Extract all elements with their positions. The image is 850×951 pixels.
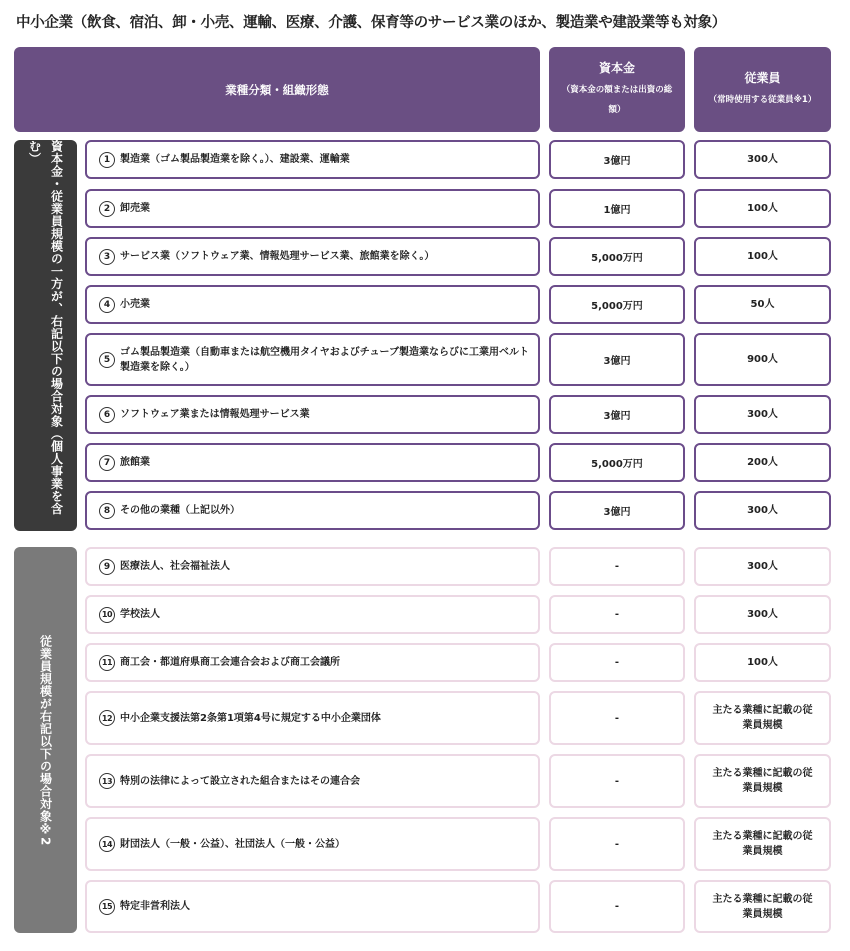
- row-category-text: 特別の法律によって設立された組合またはその連合会: [120, 775, 360, 787]
- row-number: 6: [99, 407, 115, 423]
- row-category: [85, 754, 540, 808]
- row-category: [85, 443, 540, 482]
- row-capital: 5,000万円: [549, 237, 685, 276]
- row-employees: [694, 754, 831, 808]
- row-category-text: ソフトウェア業または情報処理サービス業: [120, 409, 310, 420]
- row-number: 3: [99, 249, 115, 265]
- row-capital: 5,000万円: [549, 443, 685, 482]
- row-capital: -: [549, 691, 685, 745]
- row-category-text: 商工会・都道府県商工会連合会および商工会議所: [120, 657, 340, 668]
- header-category: [14, 47, 540, 132]
- header-employees: [694, 47, 831, 132]
- row-employees: 300人: [694, 491, 831, 530]
- row-category-text: 医療法人、社会福祉法人: [120, 561, 230, 572]
- row-employees: 100人: [694, 189, 831, 228]
- row-category-text: 財団法人（一般・公益）、社団法人（一般・公益）: [120, 838, 345, 850]
- row-capital: -: [549, 547, 685, 586]
- row-number: 4: [99, 297, 115, 313]
- row-number: 1: [99, 152, 115, 168]
- row-capital: 3億円: [549, 395, 685, 434]
- row-capital: 3億円: [549, 491, 685, 530]
- row-employees: 100人: [694, 237, 831, 276]
- row-category: [85, 285, 540, 324]
- row-employees-text: 主たる業種に記載の従業員規模: [712, 893, 813, 920]
- row-category: [85, 691, 540, 745]
- group1-side-label: [14, 140, 77, 531]
- row-category: [85, 643, 540, 682]
- row-category-text: その他の業種（上記以外）: [120, 505, 240, 516]
- row-employees: 300人: [694, 140, 831, 179]
- row-category: [85, 595, 540, 634]
- row-employees: 300人: [694, 595, 831, 634]
- row-employees: [694, 691, 831, 745]
- row-number: 7: [99, 455, 115, 471]
- row-employees: [694, 880, 831, 933]
- row-number: 14: [99, 836, 115, 852]
- row-category: [85, 817, 540, 871]
- row-employees: 50人: [694, 285, 831, 324]
- group2-side-label: [14, 547, 77, 933]
- row-category-text: ゴム製品製造業（自動車または航空機用タイヤおよびチューブ製造業ならびに工業用ベルト製造業を除く。）: [120, 346, 529, 373]
- row-employees: 300人: [694, 395, 831, 434]
- row-number: 11: [99, 655, 115, 671]
- row-capital: -: [549, 880, 685, 933]
- row-capital: -: [549, 643, 685, 682]
- row-category: [85, 491, 540, 530]
- row-capital: 1億円: [549, 189, 685, 228]
- row-number: 9: [99, 559, 115, 575]
- row-category: [85, 547, 540, 586]
- row-category-text: 学校法人: [120, 609, 160, 620]
- row-category-text: 旅館業: [120, 457, 150, 468]
- group1-label-text: 資本金・従業員規模の一方が、右記以下の場合対象（個人事業を含む）: [27, 140, 64, 515]
- row-employees: 900人: [694, 333, 831, 386]
- row-category: [85, 395, 540, 434]
- row-number: 8: [99, 503, 115, 519]
- row-employees-text: 主たる業種に記載の従業員規模: [712, 768, 813, 794]
- row-number: 5: [99, 352, 115, 368]
- group2-label-text: 従業員規模が右記以下の場合対象※2: [38, 634, 53, 846]
- header-employees-label: 従業員: [744, 71, 781, 85]
- row-category-text: 特定非営利法人: [120, 901, 190, 912]
- row-capital: 3億円: [549, 333, 685, 386]
- row-employees-text: 主たる業種に記載の従業員規模: [712, 705, 813, 731]
- row-number: 2: [99, 201, 115, 217]
- header-capital-note: （資本金の額または出資の総額）: [561, 85, 673, 115]
- row-capital: -: [549, 754, 685, 808]
- row-number: 15: [99, 899, 115, 915]
- row-number: 10: [99, 607, 115, 623]
- row-number: 13: [99, 773, 115, 789]
- row-category: [85, 333, 540, 386]
- header-capital-label: 資本金: [598, 61, 635, 75]
- row-capital: 5,000万円: [549, 285, 685, 324]
- row-category: [85, 140, 540, 179]
- row-category-text: 小売業: [120, 299, 150, 310]
- row-employees: 200人: [694, 443, 831, 482]
- header-employees-note: （常時使用する従業員※1）: [708, 95, 817, 105]
- row-category: [85, 880, 540, 933]
- row-category-text: 中小企業支援法第2条第1項第4号に規定する中小企業団体: [120, 712, 381, 724]
- header-category-label: 業種分類・組織形態: [225, 82, 329, 97]
- page-title: 中小企業（飲食、宿泊、卸・小売、運輸、医療、介護、保育等のサービス業のほか、製造業や建設業等も対象）: [16, 15, 726, 31]
- row-employees-text: 主たる業種に記載の従業員規模: [712, 831, 813, 857]
- row-number: 12: [99, 710, 115, 726]
- row-capital: -: [549, 595, 685, 634]
- row-employees: 100人: [694, 643, 831, 682]
- row-employees: 300人: [694, 547, 831, 586]
- header-capital: [549, 47, 685, 132]
- row-category-text: 卸売業: [120, 203, 150, 214]
- row-capital: -: [549, 817, 685, 871]
- row-category: [85, 189, 540, 228]
- row-capital: 3億円: [549, 140, 685, 179]
- row-employees: [694, 817, 831, 871]
- row-category-text: サービス業（ソフトウェア業、情報処理サービス業、旅館業を除く。）: [120, 251, 435, 262]
- row-category: [85, 237, 540, 276]
- row-category-text: 製造業（ゴム製品製造業を除く。）、建設業、運輸業: [120, 154, 350, 165]
